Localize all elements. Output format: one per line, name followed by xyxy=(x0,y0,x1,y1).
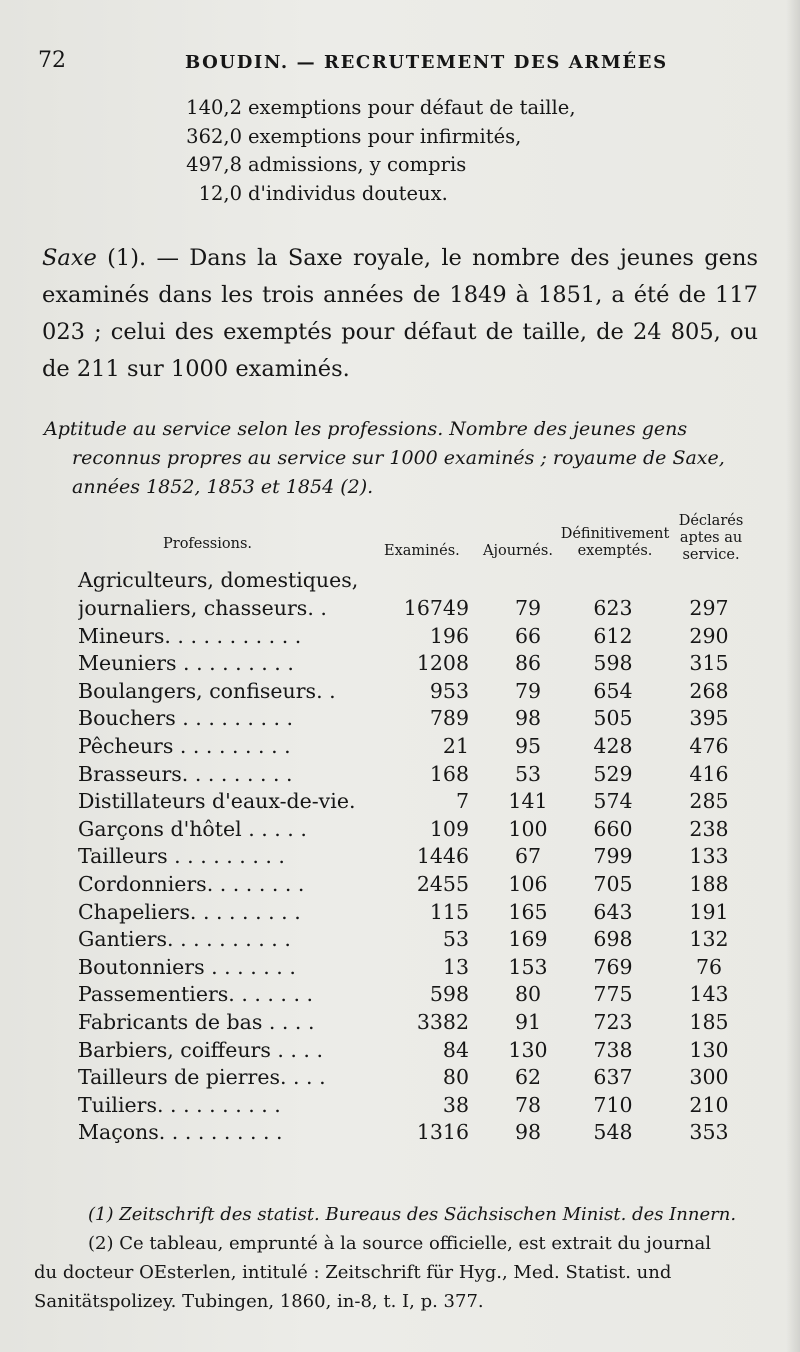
cell-declares: 143 xyxy=(689,982,729,1007)
cell-ajournes: 79 xyxy=(514,596,542,620)
cell-examines: 3382 xyxy=(416,1009,469,1034)
cell-examines: 84 xyxy=(442,1037,469,1062)
cell-exemptes: 637 xyxy=(593,1065,633,1090)
stat-row xyxy=(172,123,576,152)
cell-declares: 238 xyxy=(689,816,729,841)
stats-list xyxy=(172,94,576,208)
cell-ajournes: 98 xyxy=(514,706,542,731)
header-examines: Examinés. xyxy=(384,543,460,559)
cell-examines: 168 xyxy=(429,761,469,786)
cell-profession: Distillateurs d'eaux-de-vie. xyxy=(78,789,356,814)
cell-examines: 1316 xyxy=(416,1120,469,1145)
caption-line-3: années 1852, 1853 et 1854 (2). xyxy=(72,476,374,498)
table-row xyxy=(0,762,800,790)
cell-ajournes: 153 xyxy=(508,954,548,979)
cell-ajournes: 86 xyxy=(514,651,542,676)
cell-profession: Barbiers, coiffeurs . . . . xyxy=(78,1037,323,1062)
caption-line-1: Aptitude au service selon les professions. Nombre des jeunes gens xyxy=(44,418,688,440)
cell-profession: Garçons d'hôtel . . . . . xyxy=(78,816,307,841)
cell-ajournes: 79 xyxy=(514,678,542,703)
cell-declares: 353 xyxy=(689,1120,729,1145)
cell-profession: journaliers, chasseurs. . xyxy=(78,596,327,620)
table-row xyxy=(0,1065,800,1093)
cell-declares: 395 xyxy=(689,706,729,731)
paragraph-note-ref: (1). xyxy=(107,245,147,271)
table-row xyxy=(0,1093,800,1121)
cell-profession: Bouchers . . . . . . . . . xyxy=(78,706,294,731)
cell-exemptes: 799 xyxy=(593,844,633,869)
saxe-paragraph xyxy=(42,240,758,388)
cell-ajournes: 62 xyxy=(514,1065,542,1090)
stat-value: 12,0 xyxy=(198,181,242,205)
cell-exemptes: 769 xyxy=(593,954,633,979)
cell-exemptes: 698 xyxy=(593,927,633,952)
table-row xyxy=(0,817,800,845)
first-row-prefix: Agriculteurs, domestiques, xyxy=(78,568,359,592)
header-declares: Déclarés aptes au service. xyxy=(678,513,744,563)
cell-exemptes: 723 xyxy=(593,1009,633,1034)
running-title: BOUDIN. — RECRUTEMENT DES ARMÉES xyxy=(185,52,668,73)
cell-examines: 789 xyxy=(429,706,469,731)
paragraph-text: — Dans la Saxe royale, le nombre des jeunes gens examinés dans les trois années de 1849 à 1851, a été de 117 023 ; celui des exemptés pour défaut de taille, de 24 805, ou de 211 sur 1000 examinés. xyxy=(42,245,758,382)
cell-declares: 76 xyxy=(695,954,723,979)
cell-declares: 130 xyxy=(689,1037,729,1062)
table-row xyxy=(0,651,800,679)
table-row xyxy=(0,596,800,624)
cell-ajournes: 67 xyxy=(514,844,542,869)
cell-ajournes: 100 xyxy=(508,816,548,841)
cell-examines: 1446 xyxy=(416,844,469,869)
footnote-2-line-1: (2) Ce tableau, emprunté à la source officielle, est extrait du journal xyxy=(88,1233,712,1254)
cell-ajournes: 106 xyxy=(508,871,548,896)
table-row xyxy=(0,789,800,817)
cell-exemptes: 705 xyxy=(593,871,633,896)
cell-exemptes: 660 xyxy=(593,816,633,841)
cell-profession: Boulangers, confiseurs. . xyxy=(78,678,336,703)
cell-examines: 53 xyxy=(442,927,469,952)
cell-profession: Chapeliers. . . . . . . . . xyxy=(78,899,301,924)
cell-exemptes: 623 xyxy=(593,596,633,620)
cell-declares: 185 xyxy=(689,1009,729,1034)
footnote-2-line-3: Sanitätspolizey. Tubingen, 1860, in-8, t. I, p. 377. xyxy=(34,1291,484,1312)
stat-value: 497,8 xyxy=(186,153,242,176)
page-number: 72 xyxy=(38,48,66,73)
cell-declares: 191 xyxy=(689,899,729,924)
table-row xyxy=(0,982,800,1010)
cell-declares: 268 xyxy=(689,678,729,703)
cell-profession: Brasseurs. . . . . . . . . xyxy=(78,761,293,786)
cell-examines: 1208 xyxy=(416,651,469,676)
cell-declares: 300 xyxy=(689,1065,729,1090)
stat-text: exemptions pour défaut de taille, xyxy=(248,96,576,119)
stat-text: d'individus douteux. xyxy=(248,181,448,205)
cell-declares: 315 xyxy=(689,651,729,676)
cell-declares: 290 xyxy=(689,623,729,648)
table-row xyxy=(0,900,800,928)
paragraph-lead: Saxe xyxy=(42,245,97,271)
stat-text: admissions, y compris xyxy=(248,153,467,176)
table-row xyxy=(0,872,800,900)
header-exemptes: Définitivement exemptés. xyxy=(560,526,670,559)
table-row xyxy=(0,734,800,762)
cell-exemptes: 548 xyxy=(593,1120,633,1145)
cell-profession: Meuniers . . . . . . . . . xyxy=(78,651,294,676)
cell-ajournes: 165 xyxy=(508,899,548,924)
cell-examines: 16749 xyxy=(403,596,469,620)
cell-examines: 7 xyxy=(455,789,469,814)
caption-line-2: reconnus propres au service sur 1000 examinés ; royaume de Saxe, xyxy=(72,447,725,469)
cell-examines: 13 xyxy=(442,954,469,979)
cell-examines: 953 xyxy=(429,678,469,703)
cell-ajournes: 53 xyxy=(514,761,542,786)
cell-profession: Boutonniers . . . . . . . xyxy=(78,954,296,979)
cell-exemptes: 574 xyxy=(593,789,633,814)
cell-ajournes: 95 xyxy=(514,733,542,758)
table-row xyxy=(0,679,800,707)
cell-profession: Tailleurs de pierres. . . . xyxy=(78,1065,326,1090)
cell-examines: 115 xyxy=(429,899,469,924)
header-ajournes: Ajournés. xyxy=(483,543,553,559)
cell-examines: 38 xyxy=(442,1092,469,1117)
stat-text: exemptions pour infirmités, xyxy=(248,124,522,148)
cell-examines: 21 xyxy=(442,733,469,758)
cell-ajournes: 130 xyxy=(508,1037,548,1062)
footnote-1: (1) Zeitschrift des statist. Bureaus des Sächsischen Minist. des Innern. xyxy=(88,1204,737,1225)
cell-exemptes: 710 xyxy=(593,1092,633,1117)
table-row xyxy=(0,1010,800,1038)
stat-row xyxy=(172,94,576,123)
cell-profession: Passementiers. . . . . . . xyxy=(78,982,313,1007)
cell-exemptes: 598 xyxy=(593,651,633,676)
table-row xyxy=(0,624,800,652)
stat-value: 362,0 xyxy=(186,124,242,148)
cell-exemptes: 505 xyxy=(593,706,633,731)
cell-ajournes: 98 xyxy=(514,1120,542,1145)
cell-exemptes: 428 xyxy=(593,733,633,758)
table-row xyxy=(0,927,800,955)
cell-profession: Tailleurs . . . . . . . . . xyxy=(78,844,285,869)
cell-ajournes: 66 xyxy=(514,623,542,648)
cell-examines: 109 xyxy=(429,816,469,841)
cell-exemptes: 529 xyxy=(593,761,633,786)
table-row xyxy=(0,1038,800,1066)
table-row xyxy=(0,1120,800,1148)
stat-value: 140,2 xyxy=(186,96,242,119)
cell-profession: Pêcheurs . . . . . . . . . xyxy=(78,733,291,758)
cell-exemptes: 738 xyxy=(593,1037,633,1062)
cell-exemptes: 612 xyxy=(593,623,633,648)
header-professions: Professions. xyxy=(163,536,253,552)
cell-profession: Maçons. . . . . . . . . . xyxy=(78,1120,283,1145)
cell-exemptes: 643 xyxy=(593,899,633,924)
cell-ajournes: 80 xyxy=(514,982,542,1007)
cell-examines: 196 xyxy=(429,623,469,648)
footnote-2-line-2: du docteur OEsterlen, intitulé : Zeitschrift für Hyg., Med. Statist. und xyxy=(34,1262,672,1283)
cell-profession: Tuiliers. . . . . . . . . . xyxy=(78,1092,281,1117)
cell-profession: Mineurs. . . . . . . . . . . xyxy=(78,623,302,648)
cell-declares: 416 xyxy=(689,761,729,786)
stat-row xyxy=(172,151,576,180)
cell-declares: 132 xyxy=(689,927,729,952)
footnotes xyxy=(34,1200,768,1316)
table-row xyxy=(0,844,800,872)
cell-ajournes: 169 xyxy=(508,927,548,952)
cell-examines: 598 xyxy=(429,982,469,1007)
cell-ajournes: 78 xyxy=(514,1092,542,1117)
cell-declares: 188 xyxy=(689,871,729,896)
cell-declares: 285 xyxy=(689,789,729,814)
cell-declares: 476 xyxy=(689,733,729,758)
cell-profession: Gantiers. . . . . . . . . . xyxy=(78,927,291,952)
cell-declares: 133 xyxy=(689,844,729,869)
table-row xyxy=(0,955,800,983)
cell-examines: 80 xyxy=(442,1065,469,1090)
cell-examines: 2455 xyxy=(416,871,469,896)
table-caption xyxy=(44,415,758,502)
stat-row xyxy=(172,180,576,209)
cell-profession: Fabricants de bas . . . . xyxy=(78,1009,315,1034)
cell-exemptes: 654 xyxy=(593,678,633,703)
cell-ajournes: 141 xyxy=(508,789,548,814)
cell-profession: Cordonniers. . . . . . . . xyxy=(78,871,305,896)
table-body xyxy=(0,596,800,1148)
cell-ajournes: 91 xyxy=(514,1009,542,1034)
cell-exemptes: 775 xyxy=(593,982,633,1007)
cell-declares: 297 xyxy=(689,596,729,620)
cell-declares: 210 xyxy=(689,1092,729,1117)
table-row xyxy=(0,706,800,734)
